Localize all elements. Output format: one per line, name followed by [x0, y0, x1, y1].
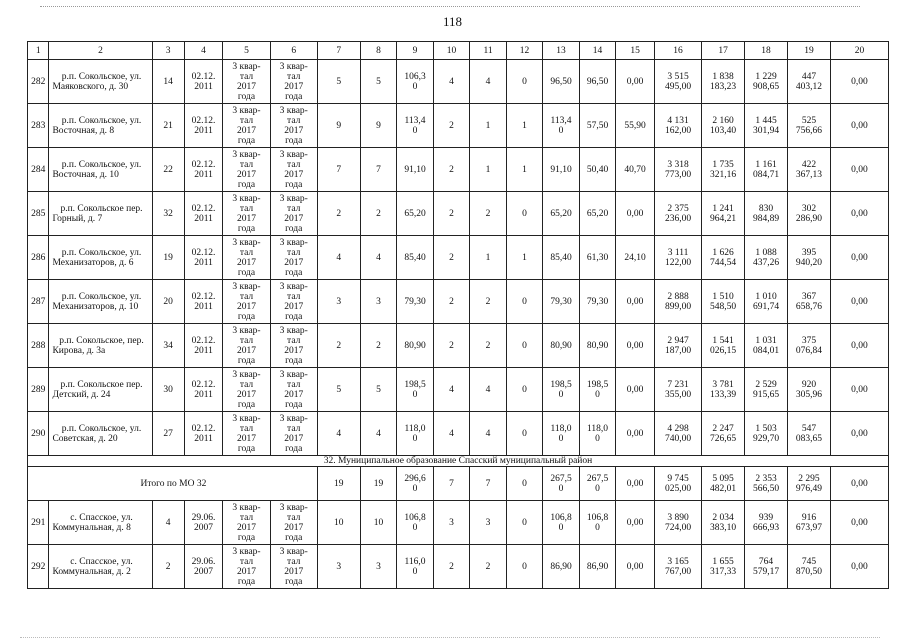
cell-c2: р.п. Сокольское, ул. Восточная, д. 10: [49, 148, 152, 192]
cell-c3: 30: [152, 368, 184, 412]
cell-c14: 198,5 0: [579, 368, 616, 412]
cell-c15: 0,00: [616, 192, 655, 236]
cell-c9: 65,20: [397, 192, 434, 236]
cell-c17: 1 541 026,15: [702, 324, 745, 368]
cell-c17: 1 510 548,50: [702, 280, 745, 324]
cell-c13: 96,50: [543, 60, 580, 104]
cell-c14: 106,8 0: [579, 501, 616, 545]
total-label: Итого по МО 32: [28, 467, 318, 501]
cell-c13: 86,90: [543, 545, 580, 589]
cell-c5: 3 квар- тал 2017 года: [223, 368, 270, 412]
cell-c20: 0,00: [830, 324, 888, 368]
cell-c13: 80,90: [543, 324, 580, 368]
cell-c8: 7: [360, 148, 397, 192]
cell-c3: 20: [152, 280, 184, 324]
cell-c4: 02.12. 2011: [184, 104, 223, 148]
cell-c15: 0,00: [616, 501, 655, 545]
cell-c15: 0,00: [616, 280, 655, 324]
table-row: [28, 324, 889, 368]
cell-c1: 287: [28, 280, 49, 324]
cell-c2: р.п. Сокольское пер. Горный, д. 7: [49, 192, 152, 236]
cell-c16: 2 947 187,00: [654, 324, 701, 368]
cell-c15: 0,00: [616, 324, 655, 368]
table-row: [28, 501, 889, 545]
column-header: 15: [616, 42, 655, 60]
total-c15: 0,00: [616, 467, 655, 501]
cell-c1: 283: [28, 104, 49, 148]
cell-c18: 1 031 084,01: [745, 324, 788, 368]
cell-c12: 0: [506, 368, 543, 412]
cell-c16: 4 131 162,00: [654, 104, 701, 148]
cell-c16: 3 165 767,00: [654, 545, 701, 589]
cell-c18: 2 529 915,65: [745, 368, 788, 412]
cell-c14: 86,90: [579, 545, 616, 589]
cell-c10: 2: [433, 280, 470, 324]
cell-c11: 2: [470, 280, 507, 324]
cell-c12: 0: [506, 501, 543, 545]
column-header: 5: [223, 42, 270, 60]
cell-c10: 4: [433, 368, 470, 412]
cell-c9: 198,5 0: [397, 368, 434, 412]
cell-c10: 3: [433, 501, 470, 545]
cell-c14: 96,50: [579, 60, 616, 104]
cell-c7: 3: [317, 545, 360, 589]
cell-c8: 3: [360, 545, 397, 589]
column-header: 2: [49, 42, 152, 60]
cell-c9: 118,0 0: [397, 412, 434, 456]
cell-c11: 4: [470, 412, 507, 456]
column-header: 13: [543, 42, 580, 60]
cell-c2: с. Спасское, ул. Коммунальная, д. 8: [49, 501, 152, 545]
table-row: [28, 412, 889, 456]
column-header: 18: [745, 42, 788, 60]
cell-c19: 375 076,84: [788, 324, 831, 368]
cell-c10: 4: [433, 60, 470, 104]
cell-c14: 118,0 0: [579, 412, 616, 456]
cell-c16: 4 298 740,00: [654, 412, 701, 456]
cell-c9: 113,4 0: [397, 104, 434, 148]
cell-c17: 1 735 321,16: [702, 148, 745, 192]
table-row: [28, 192, 889, 236]
cell-c17: 1 626 744,54: [702, 236, 745, 280]
cell-c17: 3 781 133,39: [702, 368, 745, 412]
cell-c10: 2: [433, 104, 470, 148]
total-c11: 7: [470, 467, 507, 501]
cell-c13: 85,40: [543, 236, 580, 280]
cell-c7: 10: [317, 501, 360, 545]
cell-c11: 2: [470, 192, 507, 236]
cell-c10: 4: [433, 412, 470, 456]
cell-c1: 286: [28, 236, 49, 280]
cell-c16: 2 888 899,00: [654, 280, 701, 324]
cell-c5: 3 квар- тал 2017 года: [223, 280, 270, 324]
total-c12: 0: [506, 467, 543, 501]
column-header: 6: [270, 42, 317, 60]
cell-c5: 3 квар- тал 2017 года: [223, 192, 270, 236]
cell-c12: 0: [506, 412, 543, 456]
cell-c17: 2 160 103,40: [702, 104, 745, 148]
cell-c18: 1 445 301,94: [745, 104, 788, 148]
cell-c15: 24,10: [616, 236, 655, 280]
cell-c5: 3 квар- тал 2017 года: [223, 60, 270, 104]
cell-c18: 1 010 691,74: [745, 280, 788, 324]
cell-c20: 0,00: [830, 192, 888, 236]
cell-c8: 2: [360, 192, 397, 236]
cell-c18: 939 666,93: [745, 501, 788, 545]
cell-c17: 2 034 383,10: [702, 501, 745, 545]
cell-c20: 0,00: [830, 236, 888, 280]
cell-c17: 1 241 964,21: [702, 192, 745, 236]
cell-c8: 2: [360, 324, 397, 368]
table-row: [28, 545, 889, 589]
cell-c12: 0: [506, 324, 543, 368]
column-header: 3: [152, 42, 184, 60]
cell-c12: 1: [506, 236, 543, 280]
cell-c14: 79,30: [579, 280, 616, 324]
cell-c7: 4: [317, 236, 360, 280]
cell-c2: р.п. Сокольское пер. Детский, д. 24: [49, 368, 152, 412]
cell-c5: 3 квар- тал 2017 года: [223, 545, 270, 589]
cell-c18: 1 161 084,71: [745, 148, 788, 192]
cell-c20: 0,00: [830, 280, 888, 324]
cell-c5: 3 квар- тал 2017 года: [223, 412, 270, 456]
cell-c20: 0,00: [830, 148, 888, 192]
cell-c2: р.п. Сокольское, ул. Советская, д. 20: [49, 412, 152, 456]
cell-c5: 3 квар- тал 2017 года: [223, 501, 270, 545]
cell-c18: 1 503 929,70: [745, 412, 788, 456]
cell-c1: 285: [28, 192, 49, 236]
cell-c8: 5: [360, 60, 397, 104]
cell-c4: 02.12. 2011: [184, 60, 223, 104]
cell-c12: 0: [506, 280, 543, 324]
cell-c8: 5: [360, 368, 397, 412]
cell-c15: 0,00: [616, 368, 655, 412]
cell-c15: 0,00: [616, 60, 655, 104]
total-c20: 0,00: [830, 467, 888, 501]
column-header: 4: [184, 42, 223, 60]
cell-c12: 0: [506, 60, 543, 104]
cell-c13: 118,0 0: [543, 412, 580, 456]
cell-c3: 32: [152, 192, 184, 236]
cell-c16: 3 111 122,00: [654, 236, 701, 280]
cell-c5: 3 квар- тал 2017 года: [223, 236, 270, 280]
cell-c4: 02.12. 2011: [184, 324, 223, 368]
cell-c9: 116,0 0: [397, 545, 434, 589]
cell-c4: 02.12. 2011: [184, 412, 223, 456]
column-header: 9: [397, 42, 434, 60]
cell-c11: 1: [470, 104, 507, 148]
cell-c1: 292: [28, 545, 49, 589]
cell-c4: 02.12. 2011: [184, 192, 223, 236]
cell-c20: 0,00: [830, 501, 888, 545]
cell-c6: 3 квар- тал 2017 года: [270, 192, 317, 236]
cell-c2: р.п. Сокольское, пер. Кирова, д. 3а: [49, 324, 152, 368]
total-c10: 7: [433, 467, 470, 501]
cell-c7: 9: [317, 104, 360, 148]
cell-c7: 4: [317, 412, 360, 456]
cell-c7: 2: [317, 324, 360, 368]
cell-c2: р.п. Сокольское, ул. Маяковского, д. 30: [49, 60, 152, 104]
cell-c11: 1: [470, 236, 507, 280]
top-dotted-line: [40, 6, 860, 7]
cell-c18: 1 229 908,65: [745, 60, 788, 104]
cell-c10: 2: [433, 148, 470, 192]
column-header: 12: [506, 42, 543, 60]
cell-c10: 2: [433, 324, 470, 368]
cell-c19: 395 940,20: [788, 236, 831, 280]
total-c17: 5 095 482,01: [702, 467, 745, 501]
column-header: 19: [788, 42, 831, 60]
total-c19: 2 295 976,49: [788, 467, 831, 501]
cell-c20: 0,00: [830, 60, 888, 104]
cell-c12: 1: [506, 148, 543, 192]
cell-c4: 02.12. 2011: [184, 148, 223, 192]
cell-c1: 284: [28, 148, 49, 192]
cell-c6: 3 квар- тал 2017 года: [270, 324, 317, 368]
cell-c8: 4: [360, 412, 397, 456]
cell-c9: 106,3 0: [397, 60, 434, 104]
cell-c20: 0,00: [830, 104, 888, 148]
column-header: 7: [317, 42, 360, 60]
cell-c1: 282: [28, 60, 49, 104]
cell-c2: р.п. Сокольское, ул. Восточная, д. 8: [49, 104, 152, 148]
column-header: 17: [702, 42, 745, 60]
cell-c8: 3: [360, 280, 397, 324]
cell-c19: 525 756,66: [788, 104, 831, 148]
section-title: 32. Муниципальное образование Спасский муниципальный район: [28, 456, 889, 467]
cell-c3: 34: [152, 324, 184, 368]
cell-c6: 3 квар- тал 2017 года: [270, 104, 317, 148]
column-header: 10: [433, 42, 470, 60]
cell-c9: 85,40: [397, 236, 434, 280]
cell-c4: 29.06. 2007: [184, 501, 223, 545]
cell-c4: 02.12. 2011: [184, 368, 223, 412]
total-c7: 19: [317, 467, 360, 501]
cell-c2: р.п. Сокольское, ул. Механизаторов, д. 6: [49, 236, 152, 280]
cell-c13: 106,8 0: [543, 501, 580, 545]
cell-c3: 4: [152, 501, 184, 545]
cell-c9: 80,90: [397, 324, 434, 368]
total-c8: 19: [360, 467, 397, 501]
cell-c20: 0,00: [830, 412, 888, 456]
cell-c6: 3 квар- тал 2017 года: [270, 148, 317, 192]
cell-c6: 3 квар- тал 2017 года: [270, 280, 317, 324]
bottom-dotted-line: [20, 637, 880, 638]
cell-c2: р.п. Сокольское, ул. Механизаторов, д. 10: [49, 280, 152, 324]
cell-c19: 916 673,97: [788, 501, 831, 545]
cell-c15: 40,70: [616, 148, 655, 192]
column-header: 11: [470, 42, 507, 60]
cell-c1: 291: [28, 501, 49, 545]
cell-c13: 113,4 0: [543, 104, 580, 148]
cell-c19: 422 367,13: [788, 148, 831, 192]
cell-c13: 79,30: [543, 280, 580, 324]
cell-c1: 289: [28, 368, 49, 412]
cell-c17: 1 655 317,33: [702, 545, 745, 589]
cell-c3: 22: [152, 148, 184, 192]
cell-c19: 367 658,76: [788, 280, 831, 324]
total-c18: 2 353 566,50: [745, 467, 788, 501]
section-row: [28, 456, 889, 467]
cell-c9: 91,10: [397, 148, 434, 192]
cell-c7: 5: [317, 368, 360, 412]
cell-c14: 57,50: [579, 104, 616, 148]
column-header: 1: [28, 42, 49, 60]
cell-c8: 4: [360, 236, 397, 280]
cell-c6: 3 квар- тал 2017 года: [270, 60, 317, 104]
cell-c11: 3: [470, 501, 507, 545]
cell-c16: 3 890 724,00: [654, 501, 701, 545]
cell-c5: 3 квар- тал 2017 года: [223, 148, 270, 192]
cell-c10: 2: [433, 545, 470, 589]
cell-c11: 1: [470, 148, 507, 192]
cell-c18: 764 579,17: [745, 545, 788, 589]
cell-c14: 50,40: [579, 148, 616, 192]
cell-c19: 447 403,12: [788, 60, 831, 104]
cell-c7: 2: [317, 192, 360, 236]
column-header: 20: [830, 42, 888, 60]
cell-c12: 0: [506, 192, 543, 236]
cell-c11: 2: [470, 545, 507, 589]
cell-c15: 0,00: [616, 545, 655, 589]
table-row: [28, 236, 889, 280]
cell-c8: 10: [360, 501, 397, 545]
cell-c3: 19: [152, 236, 184, 280]
cell-c5: 3 квар- тал 2017 года: [223, 104, 270, 148]
cell-c6: 3 квар- тал 2017 года: [270, 412, 317, 456]
table-row: [28, 280, 889, 324]
cell-c16: 2 375 236,00: [654, 192, 701, 236]
total-c13: 267,5 0: [543, 467, 580, 501]
cell-c4: 29.06. 2007: [184, 545, 223, 589]
column-header: 8: [360, 42, 397, 60]
housing-table: [27, 41, 889, 589]
table-row: [28, 104, 889, 148]
cell-c3: 27: [152, 412, 184, 456]
page-number: 118: [442, 14, 463, 29]
table-row: [28, 148, 889, 192]
cell-c9: 79,30: [397, 280, 434, 324]
cell-c16: 3 515 495,00: [654, 60, 701, 104]
cell-c16: 3 318 773,00: [654, 148, 701, 192]
cell-c10: 2: [433, 192, 470, 236]
cell-c19: 745 870,50: [788, 545, 831, 589]
cell-c15: 0,00: [616, 412, 655, 456]
cell-c6: 3 квар- тал 2017 года: [270, 236, 317, 280]
cell-c8: 9: [360, 104, 397, 148]
cell-c20: 0,00: [830, 545, 888, 589]
cell-c7: 3: [317, 280, 360, 324]
cell-c11: 4: [470, 60, 507, 104]
cell-c17: 2 247 726,65: [702, 412, 745, 456]
cell-c7: 5: [317, 60, 360, 104]
cell-c5: 3 квар- тал 2017 года: [223, 324, 270, 368]
cell-c6: 3 квар- тал 2017 года: [270, 501, 317, 545]
cell-c4: 02.12. 2011: [184, 280, 223, 324]
cell-c12: 1: [506, 104, 543, 148]
cell-c9: 106,8 0: [397, 501, 434, 545]
cell-c11: 2: [470, 324, 507, 368]
cell-c1: 290: [28, 412, 49, 456]
cell-c13: 198,5 0: [543, 368, 580, 412]
cell-c11: 4: [470, 368, 507, 412]
total-c9: 296,6 0: [397, 467, 434, 501]
cell-c3: 2: [152, 545, 184, 589]
table-row: [28, 368, 889, 412]
cell-c7: 7: [317, 148, 360, 192]
cell-c19: 302 286,90: [788, 192, 831, 236]
cell-c3: 21: [152, 104, 184, 148]
cell-c14: 80,90: [579, 324, 616, 368]
cell-c18: 830 984,89: [745, 192, 788, 236]
cell-c3: 14: [152, 60, 184, 104]
cell-c4: 02.12. 2011: [184, 236, 223, 280]
cell-c10: 2: [433, 236, 470, 280]
cell-c17: 1 838 183,23: [702, 60, 745, 104]
total-c16: 9 745 025,00: [654, 467, 701, 501]
table-row: [28, 60, 889, 104]
cell-c1: 288: [28, 324, 49, 368]
cell-c19: 920 305,96: [788, 368, 831, 412]
cell-c12: 0: [506, 545, 543, 589]
cell-c6: 3 квар- тал 2017 года: [270, 368, 317, 412]
cell-c20: 0,00: [830, 368, 888, 412]
cell-c16: 7 231 355,00: [654, 368, 701, 412]
cell-c14: 65,20: [579, 192, 616, 236]
total-c14: 267,5 0: [579, 467, 616, 501]
column-header: 16: [654, 42, 701, 60]
header-row: [28, 42, 889, 60]
cell-c19: 547 083,65: [788, 412, 831, 456]
column-header: 14: [579, 42, 616, 60]
total-row: [28, 467, 889, 501]
cell-c18: 1 088 437,26: [745, 236, 788, 280]
cell-c14: 61,30: [579, 236, 616, 280]
cell-c13: 65,20: [543, 192, 580, 236]
cell-c6: 3 квар- тал 2017 года: [270, 545, 317, 589]
cell-c2: с. Спасское, ул. Коммунальная, д. 2: [49, 545, 152, 589]
cell-c13: 91,10: [543, 148, 580, 192]
cell-c15: 55,90: [616, 104, 655, 148]
